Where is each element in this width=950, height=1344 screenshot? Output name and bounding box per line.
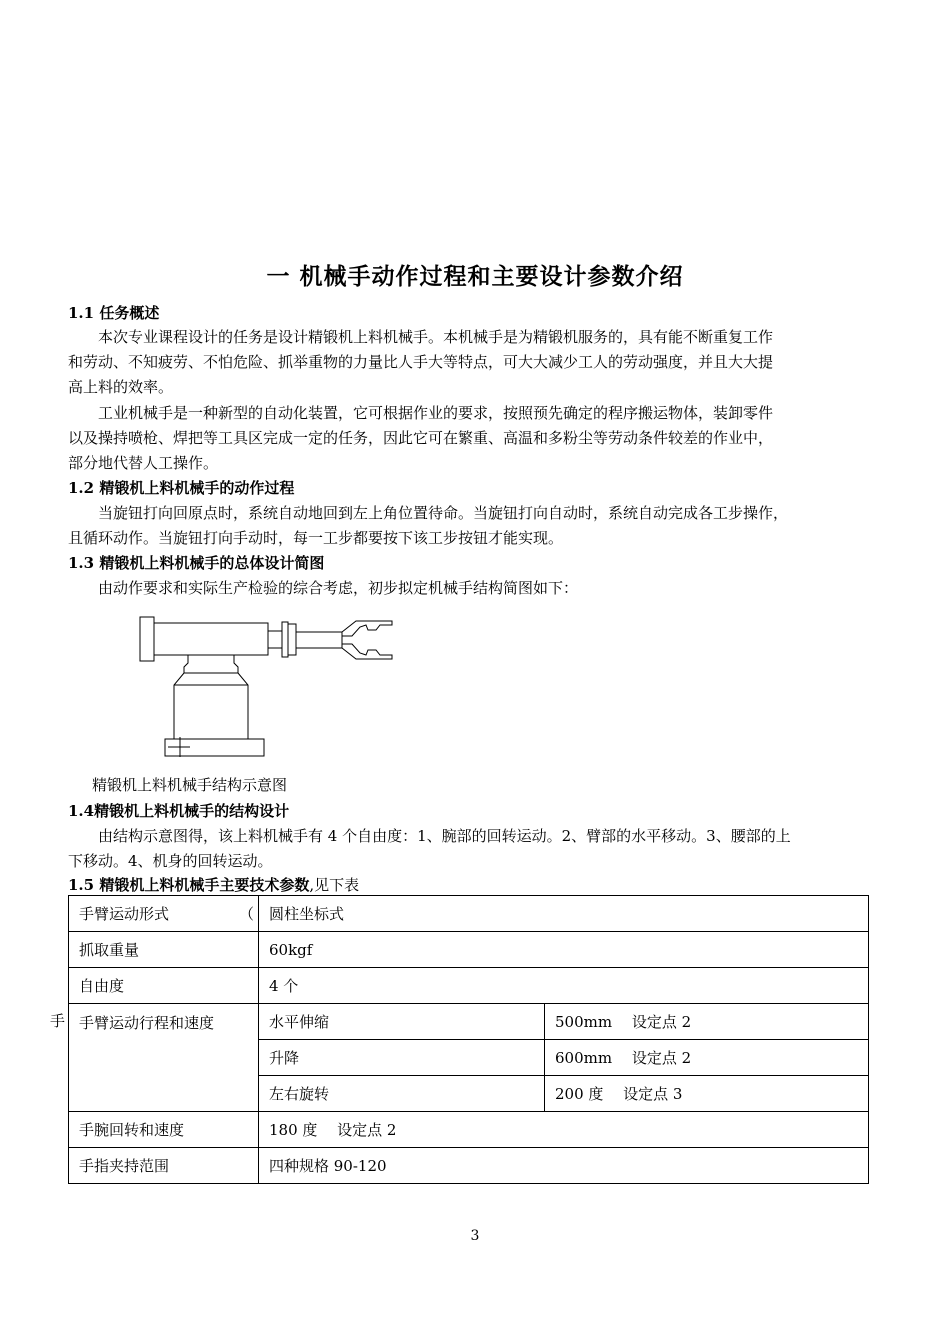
section-heading-1-5-bold: 1.5 精锻机上料机械手主要技术参数 xyxy=(68,876,310,894)
table-cell-value: 200 度 设定点 3 xyxy=(545,1076,869,1112)
table-row xyxy=(69,968,869,1004)
table-cell-label: 抓取重量 xyxy=(69,932,259,968)
paragraph-line: 当旋钮打向回原点时，系统自动地回到左上角位置待命。当旋钮打向自动时，系统自动完成各工步操作， xyxy=(68,504,789,522)
table-cell-value: 500mm 设定点 2 xyxy=(545,1004,869,1040)
cell-text: 手臂运动形式 xyxy=(79,905,170,923)
table-row xyxy=(69,1112,869,1148)
cell-mark: （ xyxy=(238,905,254,923)
paragraph-line: 以及操持喷枪、焊把等工具区完成一定的任务，因此它可在繁重、高温和多粉尘等劳动条件较差的作业中， xyxy=(68,429,774,447)
paragraph-line: 由动作要求和实际生产检验的综合考虑，初步拟定机械手结构简图如下： xyxy=(68,579,579,597)
paragraph-line: 由结构示意图得，该上料机械手有 4 个自由度：1、腕部的回转运动。2、臂部的水平移动。3、腰部的上 xyxy=(68,827,791,845)
paragraph-line: 工业机械手是一种新型的自动化装置，它可根据作业的要求，按照预先确定的程序搬运物体，装卸零件 xyxy=(68,404,774,422)
margin-character: 手 xyxy=(50,1012,66,1030)
section-heading-1-5-tail: ,见下表 xyxy=(309,876,360,894)
section-heading-1-5 xyxy=(68,874,359,895)
table-cell-subname: 左右旋转 xyxy=(259,1076,545,1112)
table-row xyxy=(69,896,869,932)
table-cell-value: 180 度 设定点 2 xyxy=(259,1112,869,1148)
table-cell-value: 圆柱坐标式 xyxy=(259,896,869,932)
table-cell-label: 手指夹持范围 xyxy=(69,1148,259,1184)
table-cell-label: 自由度 xyxy=(69,968,259,1004)
section-heading-1-1: 1.1 任务概述 xyxy=(68,304,160,322)
paragraph-line: 下移动。4、机身的回转运动。 xyxy=(68,852,273,870)
page-number: 3 xyxy=(470,1228,480,1244)
table-cell-label xyxy=(69,896,259,932)
paragraph-line: 本次专业课程设计的任务是设计精锻机上料机械手。本机械手是为精锻机服务的，具有能不断重复工作 xyxy=(68,328,774,346)
section-heading-1-4: 1.4精锻机上料机械手的结构设计 xyxy=(68,802,290,820)
table-cell-subname: 水平伸缩 xyxy=(259,1004,545,1040)
paragraph-line: 部分地代替人工操作。 xyxy=(68,454,219,472)
table-row xyxy=(69,1148,869,1184)
figure-caption: 精锻机上料机械手结构示意图 xyxy=(92,776,288,794)
table-row xyxy=(69,1004,869,1040)
paragraph-line: 高上料的效率。 xyxy=(68,378,174,396)
table-cell-subname: 升降 xyxy=(259,1040,545,1076)
section-heading-1-2: 1.2 精锻机上料机械手的动作过程 xyxy=(68,479,295,497)
chapter-title: 一 机械手动作过程和主要设计参数介绍 xyxy=(266,263,684,290)
table-cell-label: 手腕回转和速度 xyxy=(69,1112,259,1148)
paragraph-line: 和劳动、不知疲劳、不怕危险、抓举重物的力量比人手大等特点，可大大减少工人的劳动强度，并且大大提 xyxy=(68,353,774,371)
table-cell-value: 4 个 xyxy=(259,968,869,1004)
table-cell-value: 四种规格 90-120 xyxy=(259,1148,869,1184)
section-heading-1-3: 1.3 精锻机上料机械手的总体设计简图 xyxy=(68,554,325,572)
manipulator-diagram xyxy=(130,605,410,765)
table-cell-value: 60kgf xyxy=(259,932,869,968)
spec-table xyxy=(68,895,869,1184)
table-row xyxy=(69,932,869,968)
paragraph-line: 且循环动作。当旋钮打向手动时，每一工步都要按下该工步按钮才能实现。 xyxy=(68,529,564,547)
table-cell-value: 600mm 设定点 2 xyxy=(545,1040,869,1076)
table-cell-label: 手臂运动行程和速度 xyxy=(69,1004,259,1112)
